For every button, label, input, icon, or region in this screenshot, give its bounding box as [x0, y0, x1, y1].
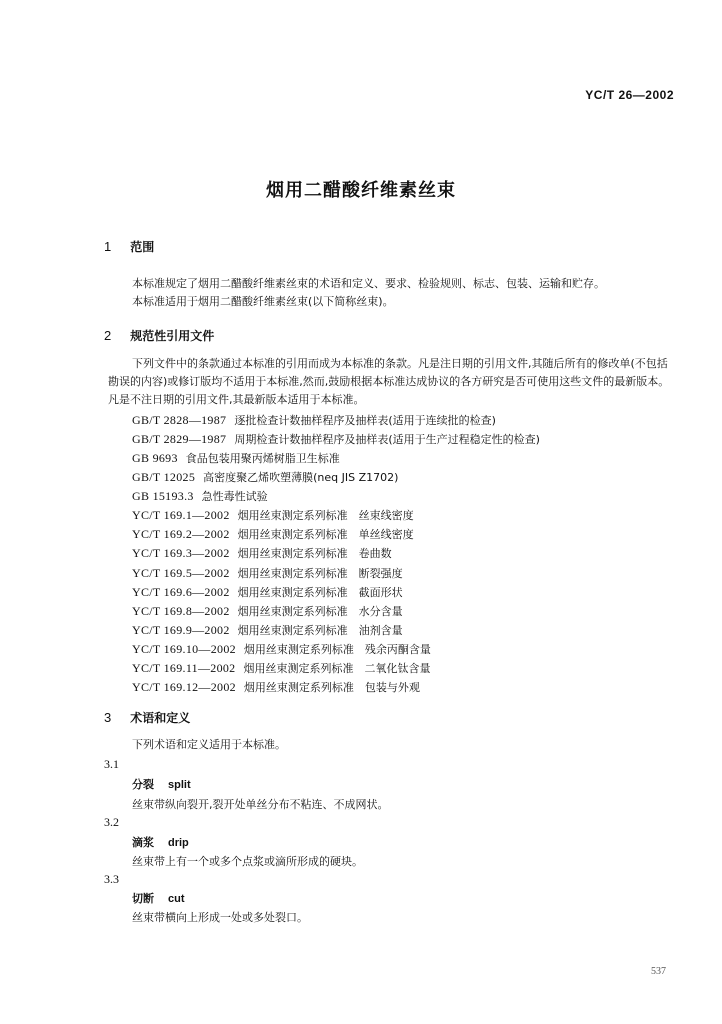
reference-item: YC/T 169.9—2002 烟用丝束测定系列标准 油剂含量: [132, 623, 403, 637]
term-name: 滴浆 drip: [132, 836, 189, 849]
reference-item: YC/T 169.10—2002 烟用丝束测定系列标准 残余丙酮含量: [132, 642, 431, 656]
reference-item: YC/T 169.11—2002 烟用丝束测定系列标准 二氧化钛含量: [132, 661, 431, 675]
section-1-heading: [104, 238, 154, 255]
reference-item: YC/T 169.3—2002 烟用丝束测定系列标准 卷曲数: [132, 546, 392, 560]
reference-item: YC/T 169.6—2002 烟用丝束测定系列标准 截面形状: [132, 585, 403, 599]
term-number: 3.3: [104, 872, 119, 886]
standard-number: YC/T 26—2002: [585, 88, 674, 102]
reference-item: YC/T 169.8—2002 烟用丝束测定系列标准 水分含量: [132, 604, 403, 618]
reference-item: GB 15193.3 急性毒性试验: [132, 489, 268, 503]
section-number: 2: [104, 328, 112, 343]
section-3-heading: [104, 709, 190, 726]
document-title: 烟用二醋酸纤维素丝束: [266, 180, 456, 201]
reference-item: GB/T 12025 高密度聚乙烯吹塑薄膜(neq JIS Z1702): [132, 470, 399, 484]
reference-item: GB/T 2828—1987 逐批检查计数抽样程序及抽样表(适用于连续批的检查): [132, 413, 496, 427]
section-3-intro: [108, 736, 674, 754]
section-number: 1: [104, 239, 112, 254]
section-2-heading: [104, 327, 214, 344]
term-name: 切断 cut: [132, 892, 185, 905]
reference-item: GB 9693 食品包装用聚丙烯树脂卫生标准: [132, 451, 340, 465]
reference-item: GB/T 2829—1987 周期检查计数抽样程序及抽样表(适用于生产过程稳定性的检查): [132, 432, 540, 446]
section-2-intro: [108, 355, 674, 409]
term-name: 分裂 split: [132, 778, 191, 791]
term-number: 3.2: [104, 815, 119, 829]
term-definition: 丝束带横向上形成一处或多处裂口。: [132, 911, 308, 924]
paragraph-text: 本标准适用于烟用二醋酸纤维素丝束(以下简称丝束)。: [132, 295, 394, 308]
section-title: 范围: [130, 240, 155, 254]
term-definition: 丝束带上有一个或多个点浆或滴所形成的硬块。: [132, 855, 363, 868]
term-number: 3.1: [104, 757, 119, 771]
section-title: 规范性引用文件: [130, 329, 215, 343]
reference-item: YC/T 169.2—2002 烟用丝束测定系列标准 单丝线密度: [132, 527, 414, 541]
section-number: 3: [104, 710, 112, 725]
reference-item: YC/T 169.12—2002 烟用丝束测定系列标准 包装与外观: [132, 680, 420, 694]
term-definition: 丝束带纵向裂开,裂开处单丝分布不粘连、不成网状。: [132, 798, 389, 811]
paragraph-text: 下列术语和定义适用于本标准。: [132, 738, 286, 751]
page-number: 537: [651, 966, 666, 977]
reference-item: YC/T 169.1—2002 烟用丝束测定系列标准 丝束线密度: [132, 508, 414, 522]
reference-item: YC/T 169.5—2002 烟用丝束测定系列标准 断裂强度: [132, 566, 403, 580]
section-1-para-1: [108, 275, 674, 293]
paragraph-text: 本标准规定了烟用二醋酸纤维素丝束的术语和定义、要求、检验规则、标志、包装、运输和贮存。: [132, 277, 605, 290]
section-title: 术语和定义: [130, 711, 191, 725]
paragraph-text: 下列文件中的条款通过本标准的引用而成为本标准的条款。凡是注日期的引用文件,其随后所有的修改单(不包括勘误的内容)或修订版均不适用于本标准,然而,鼓励根据本标准达成协议的各方研究是否可使用这些文件的最新版本。凡是不注日期的引用文件,其最新版本适用于本标准。: [108, 357, 670, 406]
section-1-para-2: [108, 293, 674, 311]
